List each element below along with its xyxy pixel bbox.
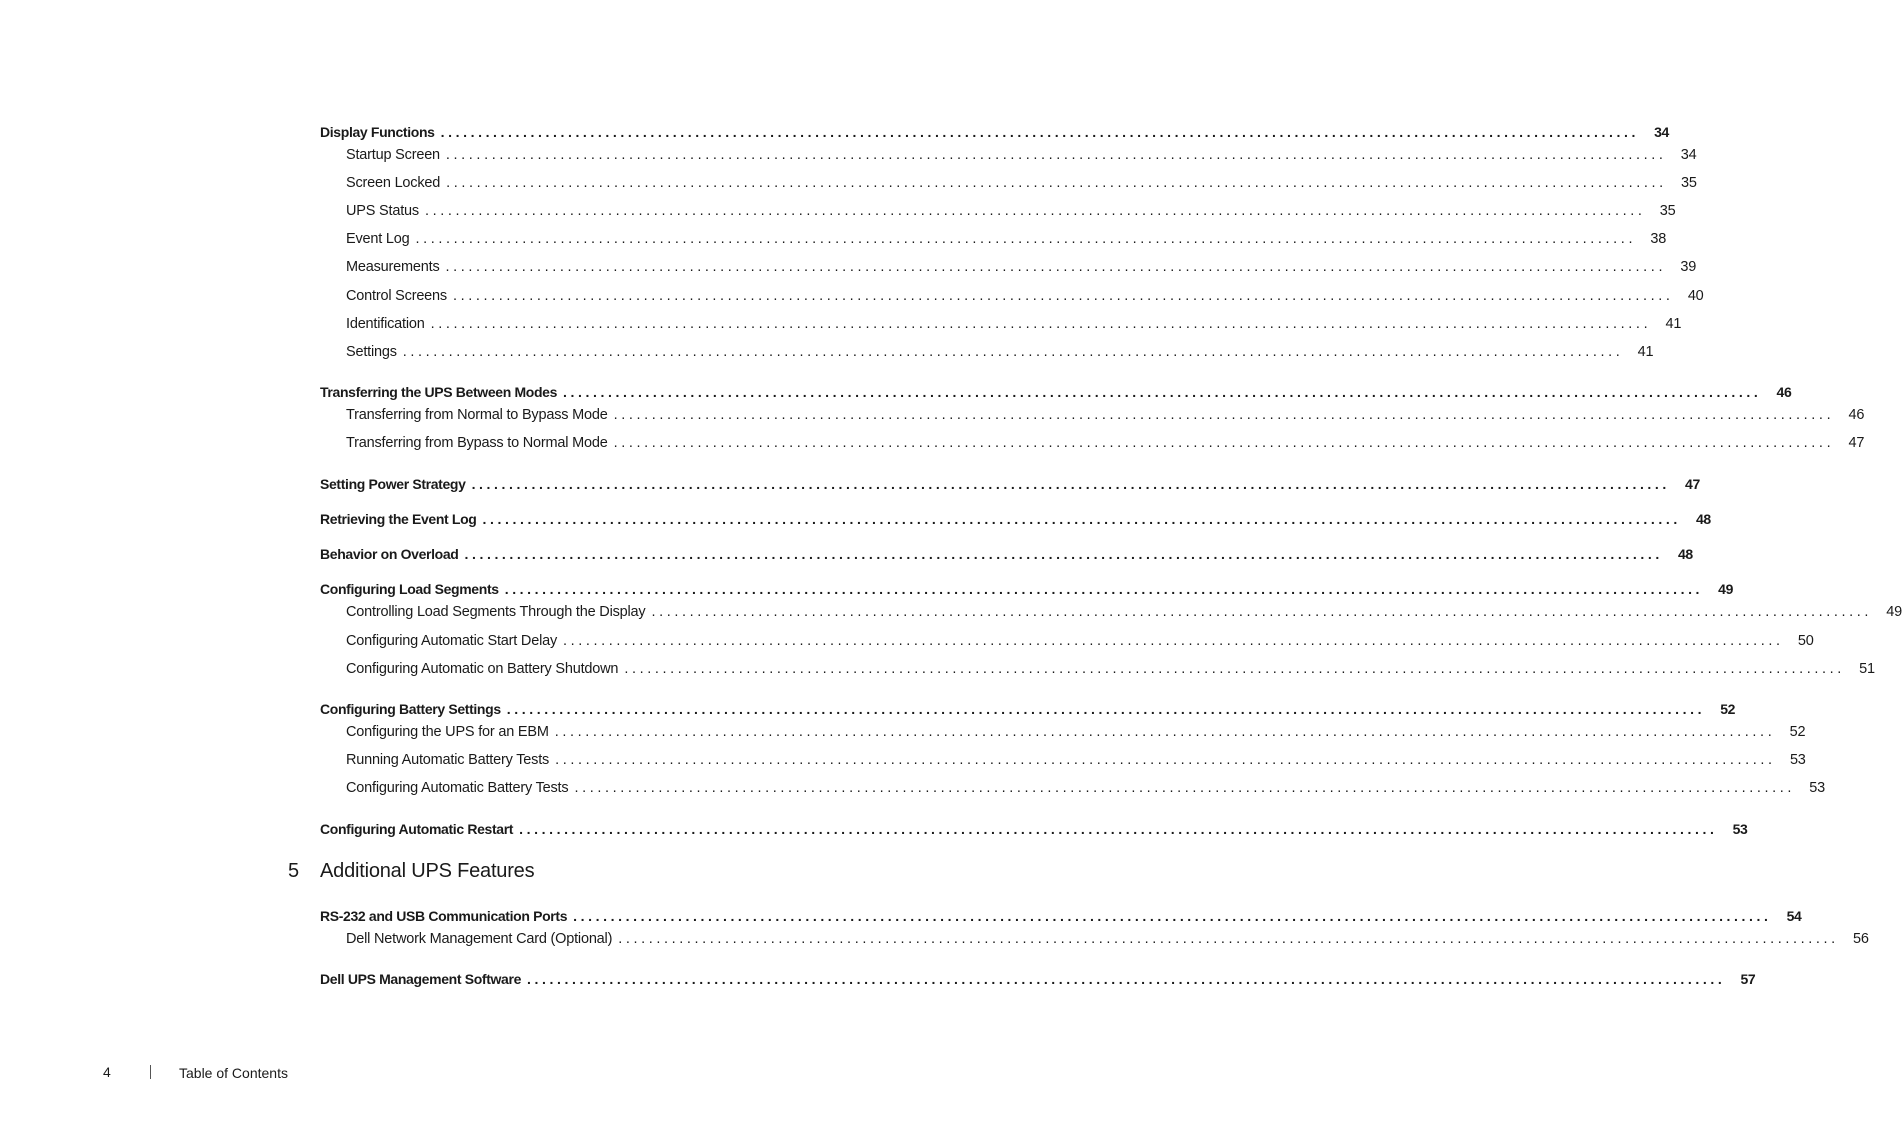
- toc-subentry-page: 53: [1809, 780, 1826, 796]
- toc-subentry-screen-locked[interactable]: [346, 175, 1697, 195]
- leader-dots: ................................................................................................................................................................: [504, 581, 1704, 597]
- toc-subentry-battery-shutdown[interactable]: [346, 661, 1875, 681]
- toc-subentry-title: Transferring from Normal to Bypass Mode: [346, 407, 608, 423]
- toc-entry-title: Configuring Battery Settings: [320, 701, 501, 717]
- leader-dots: ................................................................................................................................................................: [430, 316, 1652, 332]
- chapter-title: Additional UPS Features: [320, 860, 535, 882]
- toc-subentry-title: Dell Network Management Card (Optional): [346, 931, 613, 947]
- toc-entry-title: Setting Power Strategy: [320, 476, 466, 492]
- toc-subentry-title: Configuring Automatic Start Delay: [346, 633, 558, 649]
- toc-entry-ups-management-software[interactable]: [320, 971, 1756, 991]
- toc-subentry-title: Configuring Automatic on Battery Shutdown: [346, 661, 619, 677]
- toc-subentry-running-battery-tests[interactable]: [346, 752, 1806, 772]
- toc-entry-page: 52: [1720, 701, 1736, 717]
- toc-subentry-ups-for-ebm[interactable]: [346, 724, 1806, 744]
- toc-subentry-page: 38: [1650, 231, 1667, 247]
- toc-subentry-ups-status[interactable]: [346, 203, 1676, 223]
- leader-dots: ................................................................................................................................................................: [482, 511, 1681, 527]
- footer-separator: [150, 1065, 151, 1079]
- leader-dots: ................................................................................................................................................................: [554, 724, 1776, 740]
- toc-subentry-title: Measurements: [346, 259, 440, 275]
- toc-subentry-page: 35: [1659, 203, 1676, 219]
- leader-dots: ................................................................................................................................................................: [440, 124, 1639, 140]
- toc-entry-title: Transferring the UPS Between Modes: [320, 384, 558, 400]
- leader-dots: ................................................................................................................................................................: [445, 147, 1667, 163]
- toc-subentry-title: Configuring Automatic Battery Tests: [346, 780, 569, 796]
- leader-dots: ................................................................................................................................................................: [651, 604, 1873, 620]
- toc-entry-title: Dell UPS Management Software: [320, 971, 522, 987]
- leader-dots: ................................................................................................................................................................: [573, 908, 1772, 924]
- toc-subentry-startup-screen[interactable]: [346, 147, 1697, 167]
- toc-subentry-page: 52: [1789, 724, 1806, 740]
- page-footer: [0, 1062, 954, 1086]
- leader-dots: ................................................................................................................................................................: [618, 931, 1839, 947]
- toc-subentry-bypass-to-normal[interactable]: [346, 435, 1865, 455]
- toc-subentry-identification[interactable]: [346, 316, 1682, 336]
- footer-page-number: 4: [103, 1064, 111, 1080]
- toc-subentry-configuring-battery-tests[interactable]: [346, 780, 1826, 800]
- toc-subentry-title: Screen Locked: [346, 175, 441, 191]
- toc-subentry-settings[interactable]: [346, 344, 1654, 364]
- toc-subentry-page: 41: [1637, 344, 1654, 360]
- toc-subentry-network-management-card[interactable]: [346, 931, 1869, 951]
- chapter-heading[interactable]: [288, 860, 534, 888]
- toc-subentry-page: 40: [1687, 288, 1704, 304]
- toc-entry-page: 48: [1695, 511, 1711, 527]
- toc-entry-configuring-battery-settings[interactable]: [320, 701, 1736, 721]
- leader-dots: ................................................................................................................................................................: [519, 821, 1718, 837]
- chapter-number: 5: [288, 860, 299, 882]
- leader-dots: ................................................................................................................................................................: [613, 407, 1835, 423]
- toc-subentry-page: 35: [1680, 175, 1697, 191]
- leader-dots: ................................................................................................................................................................: [555, 752, 1776, 768]
- leader-dots: ................................................................................................................................................................: [464, 546, 1663, 562]
- toc-entry-title: Behavior on Overload: [320, 546, 459, 562]
- leader-dots: ................................................................................................................................................................: [624, 661, 1845, 677]
- leader-dots: ................................................................................................................................................................: [424, 203, 1646, 219]
- toc-entry-page: 53: [1732, 821, 1748, 837]
- leader-dots: ................................................................................................................................................................: [471, 476, 1670, 492]
- leader-dots: ................................................................................................................................................................: [415, 231, 1637, 247]
- footer-section-title: Table of Contents: [179, 1065, 288, 1081]
- toc-subentry-title: Control Screens: [346, 288, 447, 304]
- toc-subentry-page: 47: [1848, 435, 1865, 451]
- leader-dots: ................................................................................................................................................................: [527, 971, 1726, 987]
- leader-dots: ................................................................................................................................................................: [574, 780, 1796, 796]
- toc-subentry-page: 49: [1886, 604, 1902, 620]
- toc-entry-page: 47: [1685, 476, 1700, 492]
- toc-entry-page: 34: [1654, 124, 1669, 140]
- leader-dots: ................................................................................................................................................................: [452, 288, 1674, 304]
- toc-entry-display-functions[interactable]: [320, 124, 1669, 144]
- leader-dots: ................................................................................................................................................................: [402, 344, 1624, 360]
- leader-dots: ................................................................................................................................................................: [613, 435, 1835, 451]
- toc-subentry-normal-to-bypass[interactable]: [346, 407, 1865, 427]
- toc-entry-configuring-automatic-restart[interactable]: [320, 821, 1748, 841]
- toc-subentry-automatic-start-delay[interactable]: [346, 633, 1814, 653]
- toc-entry-configuring-load-segments[interactable]: [320, 581, 1734, 601]
- toc-entry-page: 57: [1740, 971, 1756, 987]
- toc-subentry-event-log[interactable]: [346, 231, 1667, 251]
- leader-dots: ................................................................................................................................................................: [445, 259, 1667, 275]
- toc-subentry-title: Configuring the UPS for an EBM: [346, 724, 549, 740]
- toc-entry-title: Retrieving the Event Log: [320, 511, 477, 527]
- toc-subentry-controlling-load-segments[interactable]: [346, 604, 1902, 624]
- toc-subentry-title: Startup Screen: [346, 147, 440, 163]
- toc-subentry-page: 39: [1680, 259, 1697, 275]
- toc-subentry-page: 50: [1797, 633, 1814, 649]
- toc-subentry-page: 51: [1859, 661, 1875, 677]
- toc-entry-page: 48: [1677, 546, 1693, 562]
- toc-entry-title: Configuring Automatic Restart: [320, 821, 514, 837]
- toc-subentry-title: Event Log: [346, 231, 410, 247]
- toc-entry-page: 46: [1776, 384, 1792, 400]
- leader-dots: ................................................................................................................................................................: [563, 633, 1784, 649]
- toc-entry-communication-ports[interactable]: [320, 908, 1802, 928]
- toc-subentry-page: 34: [1680, 147, 1697, 163]
- toc-subentry-title: Transferring from Bypass to Normal Mode: [346, 435, 608, 451]
- leader-dots: ................................................................................................................................................................: [506, 701, 1706, 717]
- toc-subentry-page: 46: [1848, 407, 1865, 423]
- toc-subentry-control-screens[interactable]: [346, 288, 1704, 308]
- toc-entry-behavior-on-overload[interactable]: [320, 546, 1693, 566]
- leader-dots: ................................................................................................................................................................: [563, 384, 1762, 400]
- toc-subentry-measurements[interactable]: [346, 259, 1697, 279]
- toc-subentry-title: Settings: [346, 344, 397, 360]
- toc-subentry-title: Controlling Load Segments Through the Display: [346, 604, 646, 620]
- toc-subentry-title: Running Automatic Battery Tests: [346, 752, 550, 768]
- toc-subentry-title: UPS Status: [346, 203, 419, 219]
- toc-subentry-page: 53: [1789, 752, 1806, 768]
- toc-subentry-page: 41: [1665, 316, 1682, 332]
- toc-entry-page: 49: [1718, 581, 1734, 597]
- toc-entry-setting-power-strategy[interactable]: [320, 476, 1700, 496]
- leader-dots: ................................................................................................................................................................: [446, 175, 1667, 191]
- toc-entry-page: 54: [1786, 908, 1802, 924]
- toc-entry-title: Configuring Load Segments: [320, 581, 499, 597]
- toc-entry-retrieving-event-log[interactable]: [320, 511, 1711, 531]
- toc-subentry-page: 56: [1853, 931, 1869, 947]
- toc-subentry-title: Identification: [346, 316, 425, 332]
- toc-entry-title: Display Functions: [320, 124, 435, 140]
- toc-entry-title: RS-232 and USB Communication Ports: [320, 908, 568, 924]
- toc-entry-transferring-modes[interactable]: [320, 384, 1792, 404]
